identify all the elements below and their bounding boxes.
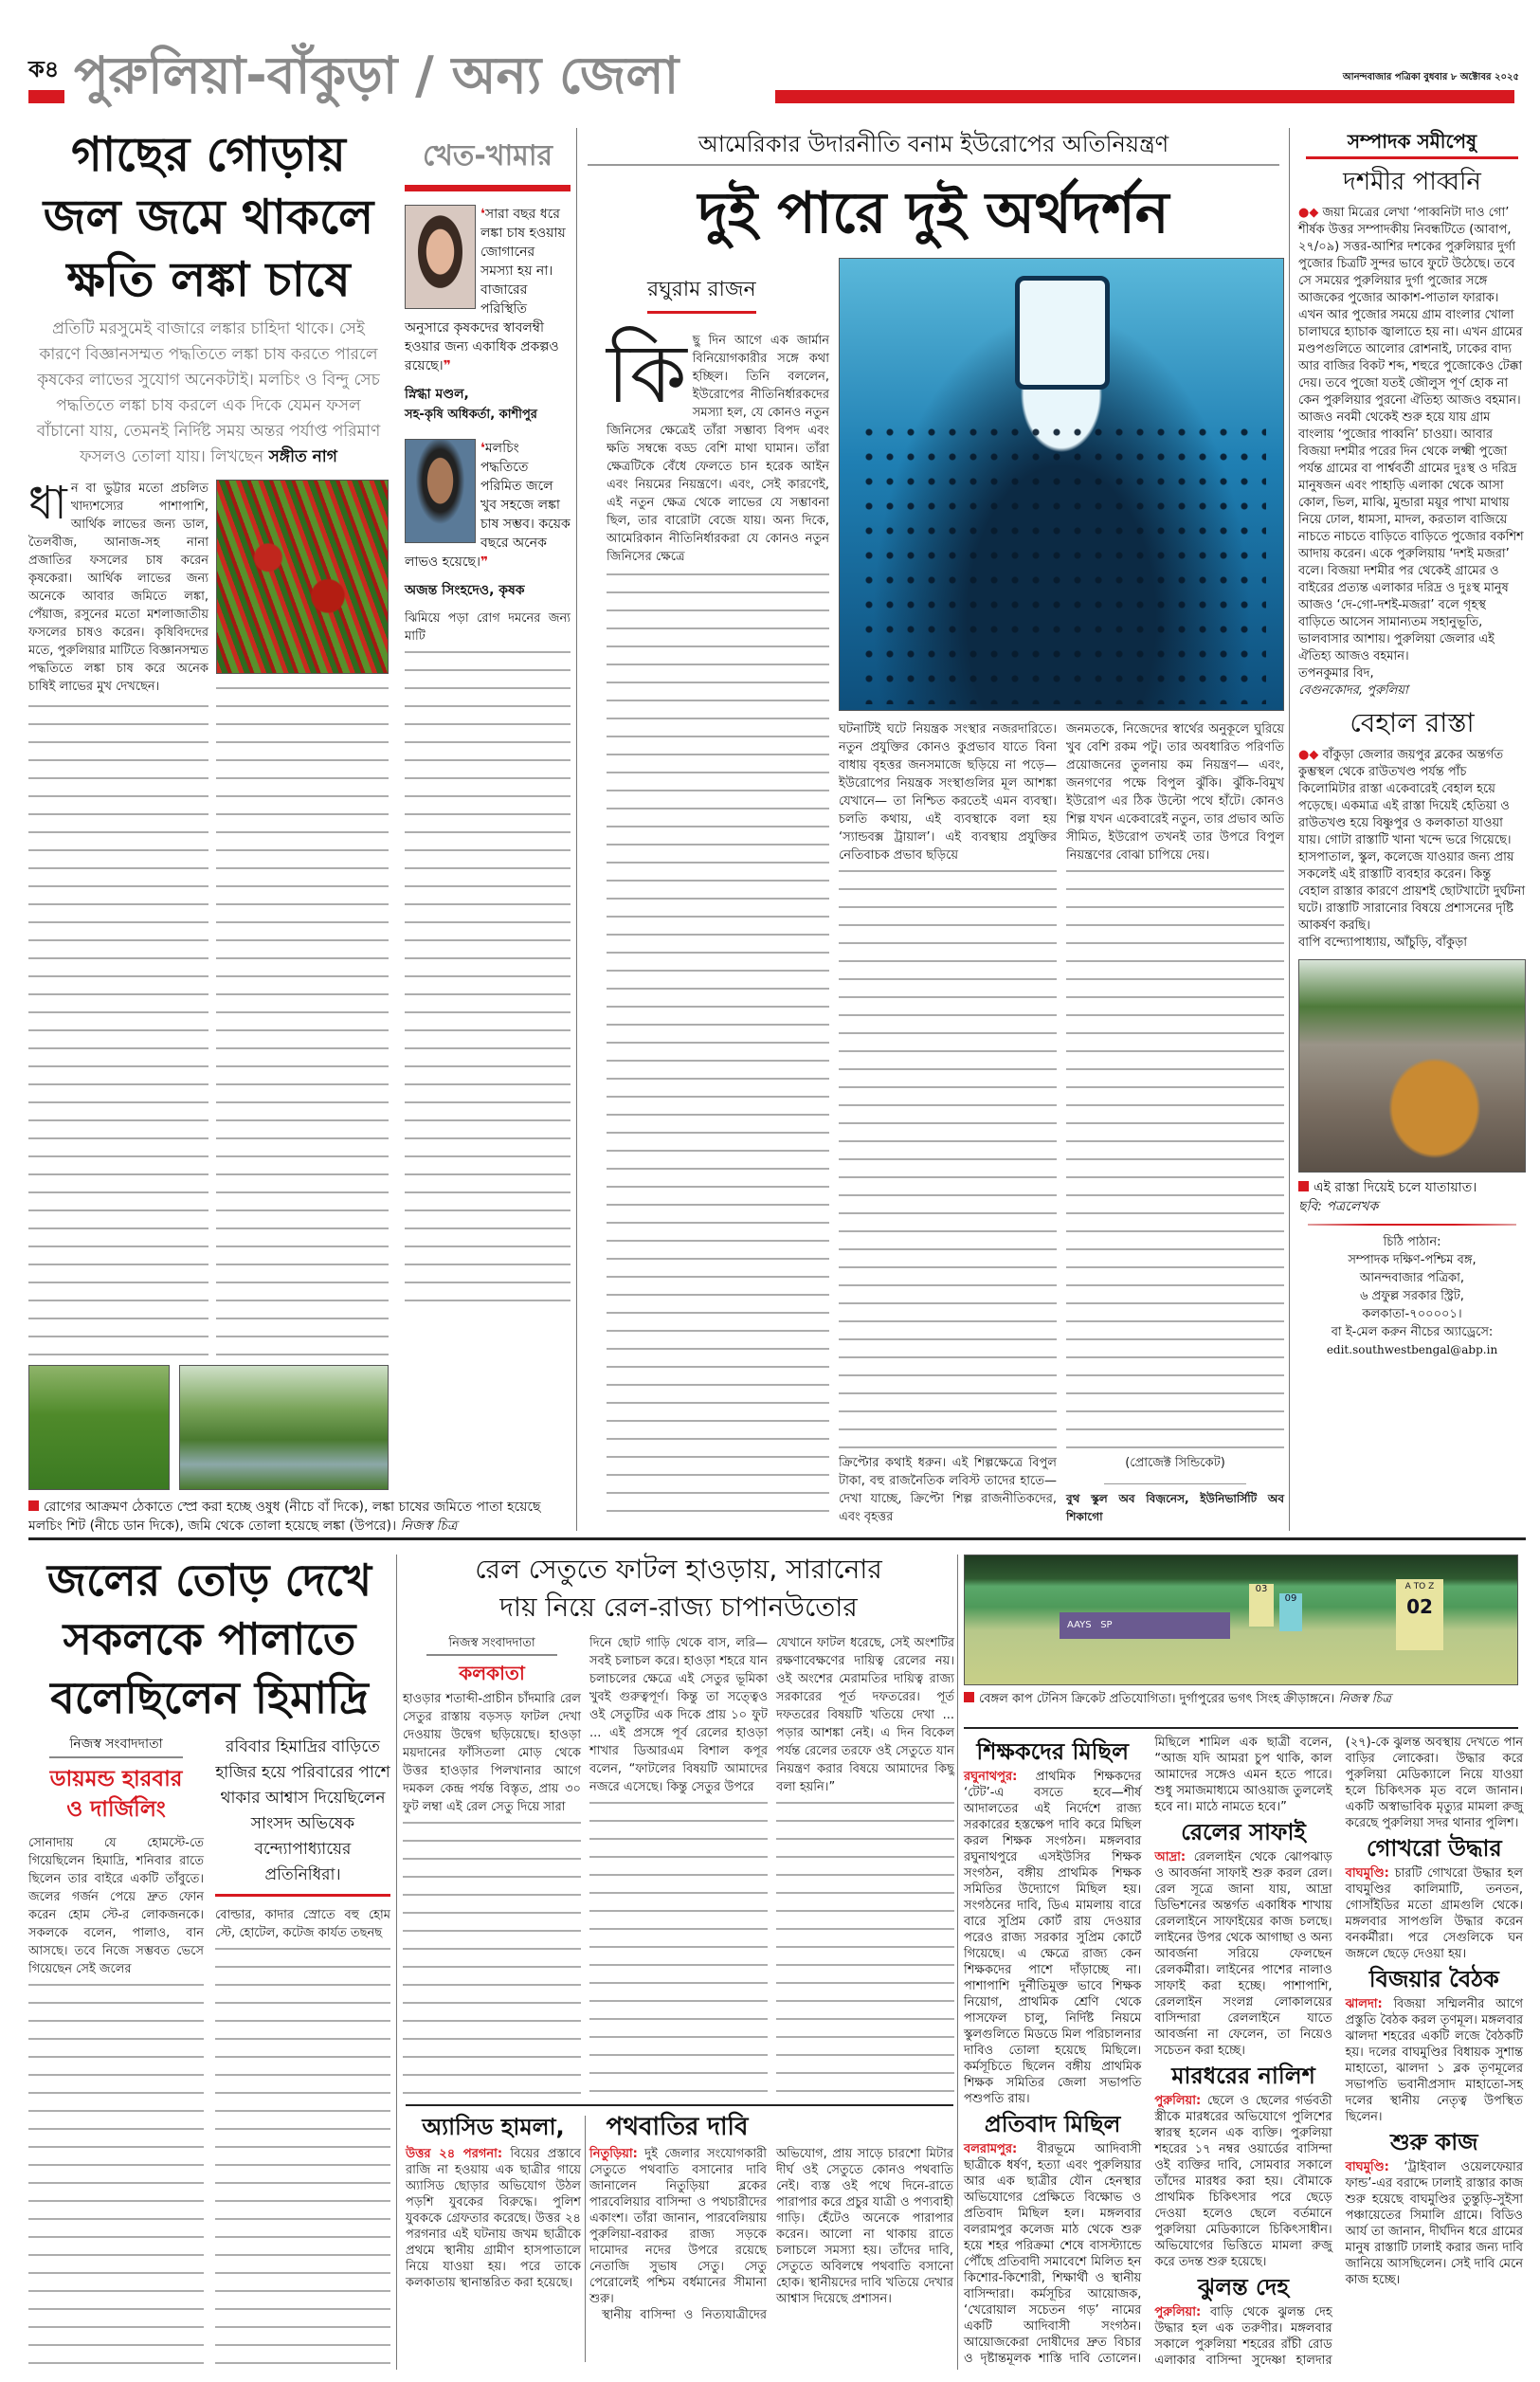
photo-credit: নিজস্ব চিত্র [400, 1518, 458, 1534]
lanka-body [28, 477, 208, 1355]
headline-line: গাছের গোড়ায় [71, 127, 346, 182]
headline-line: জল জমে থাকলে [43, 190, 374, 245]
letter-author: বাপি বন্দ্যোপাধ্যায়, আঁচুড়ি, বাঁকুড়া [1298, 936, 1468, 950]
rail-byline [403, 1634, 581, 1686]
caption-text: রোগের আক্রমণ ঠেকাতে স্প্রে করা হচ্ছে ওষুধ (নীচে বাঁ দিকে), লঙ্কা চাষের জমিতে পাতা হয়েছে মলচিং শিট (নীচে ডান দিকে), জমি থেকে তোলা হয়েছে লঙ্কা (উপরে)। [28, 1500, 541, 1534]
section-divider [28, 1537, 1526, 1540]
letter-text: ●◆ জয়া মিত্রের লেখা ‘পাব্বনিটা দাও গো’ শীর্ষক উত্তর সম্পাদকীয় নিবন্ধটিতে (আবাপ, ২৭/০৯) সত্তর-আশির দশকের পুরুলিয়ার দুর্গা পুজোর চিত্রটি সুন্দর ভাবে ফুটে উঠেছে। তবে সে সময়ের পুরুলিয়ার দুর্গা পুজোর সঙ্গে আজকের পুজোর আকাশ-পাতাল ফারাক। এখন আর পুজোর সময়ে গ্রাম বাংলার খোলা চালাঘরে হ্যাচাক জ্বালাতে হয় না। এখন গ্রামের মণ্ডপগুলিতে আলোর রোশনাই, ঢাকের বাদ্য আর বাজির বিকট শব্দ, শহুরে পুজোকেও টেক্কা দেয়। তবে পুজো যতই জৌলুস পূর্ণ হোক না কেন পুরুলিয়ার পুরনো ঐতিহ্য আজও বহমান। আজও নবমী থেকেই শুরু হয়ে যায় গ্রাম বাংলায় ‘পুজোর পাব্বনি’ চাওয়া। আবার বিজয়া দশমীর পরের দিন থেকে লক্ষ্মী পুজো পর্যন্ত গ্রামের বা পার্শ্ববর্তী গ্রামের দুঃস্থ ও দরিদ্র মানুষজন এবং পাহাড়ি এলাকা থেকে আসা কোল, ভিল, মাঝি, মুন্ডারা ময়ূর পাখা মাথায় নিয়ে ঢোল, ধামসা, মাদল, করতাল বাজিয়ে নাচতে নাচতে বাড়িতে বাড়িতে পুজোর বকশিশ আদায় করেন। একে পুরুলিয়ায় ‘দশই মজরা’ বলে। বিজয়া দশমীর পর থেকেই গ্রামের ও বাইরের প্রত্যন্ত এলাকার দরিদ্র ও দুঃস্থ মানুষ আজও ‘দে-গো-দশই-মজরা’ বলে গৃহস্থ বাড়িতে আসেন সামান্যতম সহানুভূতি, ভালবাসার আশায়। পুরুলিয়া জেলার এই ঐতিহ্য আজও বহমান। [1298, 206, 1524, 664]
lanka-headline [28, 123, 389, 311]
spray-photo [28, 1365, 170, 1490]
brief [1346, 2125, 1523, 2288]
column-rule [396, 1555, 397, 2370]
brief-text: বাড়ি থেকে ঝুলন্ত দেহ উদ্ধার হল এক তরুণীর। মঙ্গলবার সকালে পুরুলিয়া শহরের রাঁচী রোড এলাকার বাসিন্দা সুদেষ্ণা হালদার (২৭)-কে ঝুলন্ত অবস্থায় দেখতে পান বাড়ির লোকেরা। উদ্ধার করে পুরুলিয়া মেডিক্যালে নিয়ে যাওয়া হলে চিকিৎসক মৃত বলে জানান। একটি অস্বাভাবিক মৃত্যুর মামলা রুজু করেছে পুরুলিয়া সদর থানার পুলিশ। [1154, 1736, 1523, 2368]
lanka-right-col [216, 480, 389, 1355]
quote-body: মলচিং পদ্ধতিতে পরিমিত জলে খুব সহজে লঙ্কা চাষ সম্ভব। কয়েক বছরে অনেক লাভও হয়েছে। [405, 441, 571, 570]
brief-text: স্থানীয় বাসিন্দা ও নিত্যযাত্রীদের অভিযোগ, প্রায় সাড়ে চারশো মিটার দীর্ঘ ওই সেতুতে কোনও পথবাতি নেই। ব্যস্ত ওই পথে দিনে-রাতে পারাপার করে প্রচুর যাত্রী ও পণ্যবাহী গাড়ি। হেঁটেও অনেকে পারাপার করেন। আলো না থাকায় রাতে চলাচলে সমস্যা হয়। তাঁদের দাবি, সেতুতে অবিলম্বে পথবাতি বসানো হোক। স্থানীয়দের দাবি খতিয়ে দেখার আশ্বাস দিয়েছে প্রশাসন। [602, 2147, 953, 2322]
body-text: বোল্ডার, কাদার স্রোতে বহু হোম স্টে, হোটেল, কটেজ কার্যত তছনছ [215, 1908, 390, 1940]
rajan-col-3 [1066, 720, 1284, 1526]
brief-headline: প্রতিবাদ মিছিল [984, 2111, 1121, 2137]
khet-quote-2 [405, 439, 571, 602]
lanka-intro [32, 317, 385, 470]
khet-quote-1 [405, 205, 571, 426]
address-line: সম্পাদক দক্ষিণ-পশ্চিম বঙ্গ, [1348, 1253, 1477, 1267]
brief-headline: বিজয়ার বৈঠক [1368, 1966, 1499, 1992]
letter-text: ●◆ বাঁকুড়া জেলার জয়পুর ব্লকের অন্তর্গত কুম্ভস্থল থেকে রাউতখণ্ড পর্যন্ত পাঁচ কিলোমিটার রাস্তা একেবারেই বেহাল হয়ে পড়েছে। একমাত্র এই রাস্তা দিয়েই হেতিয়া ও রাউতখণ্ড হয়ে বিষ্ণুপুর ও কলকাতা যাওয়া যায়। গোটা রাস্তাটি খানা খন্দে ভরে গিয়েছে। হাসপাতাল, স্কুল, কলেজে যাওয়ার জন্য প্রায় সকলেই এই রাস্তাটি ব্যবহার করেন। কিন্তু বেহাল রাস্তার কারণে প্রায়শই ছোটখাটো দুর্ঘটনা ঘটে। রাস্তাটি সারানোর বিষয়ে প্রশাসনের দৃষ্টি আকর্ষণ করছি। [1298, 748, 1526, 933]
quote-role: সহ-কৃষি অধিকর্তা, কাশীপুর [405, 408, 537, 422]
brief-place: বাঘমুণ্ডি: [1345, 1866, 1389, 1881]
lanka-photos [28, 1365, 389, 1490]
paper-name: আনন্দবাজার পত্রিকা [1342, 72, 1421, 82]
himadri-col-2 [215, 1735, 390, 2375]
quote-text: ❛মলচিং পদ্ধতিতে পরিমিত জলে খুব সহজে লঙ্কা চাষ সম্ভব। কয়েক বছরে অনেক লাভও হয়েছে।❞ [405, 441, 571, 570]
brief-place: নিতুড়িয়া: [589, 2147, 638, 2161]
section-divider [406, 2104, 953, 2106]
crowd-illustration [839, 258, 1284, 711]
text-lines [589, 1796, 768, 2099]
body-text: ঘটনাটিই ঘটে নিয়ন্ত্রক সংস্থার নজরদারিতে। নতুন প্রযুক্তির কোনও কুপ্রভাব যাতে বিনা বাধায় বৃহত্তর জনসমাজে ছড়িয়ে না পড়ে— ইউরোপের নিয়ন্ত্রক সংস্থাগুলির মূল আশঙ্কা যেখানে— তা নিশ্চিত করতেই এমন ব্যবস্থা। চলতি কথায়, এই ব্যবস্থাকে বলা হয় ‘স্যান্ডবক্স ট্রায়াল’। এই ব্যবস্থায় প্রযুক্তির নেতিবাচক প্রভাব ছড়িয়ে [839, 722, 1057, 863]
reporter: নিজস্ব সংবাদদাতা [426, 1634, 557, 1656]
jersey-number: 02 [1406, 1595, 1433, 1618]
address-line: আনন্দবাজার পত্রিকা, [1359, 1271, 1465, 1285]
column-rule [576, 128, 577, 1531]
road-photo [1298, 959, 1526, 1173]
letter-headline: দশমীর পাব্বনি [1343, 168, 1481, 196]
send-title: চিঠি পাঠান: [1383, 1235, 1441, 1249]
body-text: ক্রিপ্টোর কথাই ধরুন। এই শিল্পক্ষেত্রে বিপুল টাকা, বহু রাজনৈতিক লবিস্ট তাদের হাতে— দেখা যাচ্ছে, ক্রিপ্টো শিল্প রাজনীতিকদের, এবং বৃহত্তর [839, 1456, 1057, 1524]
text-lines [405, 646, 571, 1318]
header-bar-right [775, 90, 1514, 103]
body-text: ছু দিন আগে এক জার্মান বিনিয়োগকারীর সঙ্গে কথা হচ্ছিল। তিনি বললেন, ইউরোপের নীতিনির্ধারকদের সমস্যা হল, যে কোনও নতুন জিনিসের ক্ষেত্রেই তাঁরা সম্ভাব্য বিপদ এবং ক্ষতি সম্বন্ধে বড্ড বেশি মাথা ঘামান। তাঁরা ক্ষেত্রটিকে বেঁধে ফেলতে চান হরেক আইন এবং নিয়মের নিয়ন্ত্রণে। এবং, সেই কারণেই, এই নতুন ক্ষেত্র থেকে লাভের যে সম্ভাবনা ছিল, তার বারোটা বেজে যায়। অন্য দিকে, আমেরিকান নীতিনির্ধারকরা যে কোনও নতুন জিনিসের ক্ষেত্রে [607, 334, 829, 564]
text-lines [607, 568, 829, 1526]
headline-line: ক্ষতি লঙ্কা চাষে [66, 252, 351, 307]
player-jersey [1249, 1584, 1274, 1627]
brief-place: আদ্রা: [1154, 1850, 1187, 1864]
brief-place: পুরুলিয়া: [1154, 2094, 1202, 2108]
intro-text: প্রতিটি মরসুমেই বাজারে লঙ্কার চাহিদা থাকে। সেই কারণে বিজ্ঞানসম্মত পদ্ধতিতে লঙ্কা চাষ করতে পারলে কৃষকের লাভের সুযোগ অনেকটাই। মলচিং ও বিন্দু সেচ পদ্ধতিতে লঙ্কা চাষ করলে এক দিকে যেমন ফসল বাঁচানো যায়, তেমনই নির্দিষ্ট সময় অন্তর পর্যাপ্ত পরিমাণ ফসলও তোলা যায়। লিখছেন [36, 319, 381, 466]
body-text: ন বা ভুট্টার মতো প্রচলিত খাদ্যশস্যের পাশাপাশি, আর্থিক লাভের জন্য ডাল, তৈলবীজ, আনাজ-সহ নানা প্রজাতির ফসলের চাষ করেন কৃষকেরা। আর্থিক লাভের জন্য অনেকে আবার জমিতে লঙ্কা, পেঁয়াজ, রসুনের মতো মশলাজাতীয় ফসলের চাষও করেন। কৃষিবিদদের মতে, পুরুলিয়ার মাটিতে বিজ্ঞানসম্মত পদ্ধতিতে লঙ্কা চাষ করে অনেক চাষিই লাভের মুখ দেখছেন। [28, 482, 208, 694]
author-note: বুথ স্কুল অব বিজ়নেস, ইউনিভার্সিটি অব শিকাগো [1066, 1492, 1284, 1523]
himadri-story [28, 1551, 390, 2375]
lanka-columns [28, 477, 389, 1355]
brief-headline: গোখরো উদ্ধার [1366, 1835, 1502, 1862]
drop-cap: কি [607, 327, 687, 422]
text-lines [776, 1796, 954, 2099]
mulching-photo [179, 1365, 389, 1490]
header-bar-left [28, 90, 64, 103]
cricket-photo [964, 1555, 1518, 1685]
rajan-kicker: আমেরিকার উদারনীতি বনাম ইউরোপের অতিনিয়ন্ত্রণ [588, 128, 1279, 166]
section-title: পুরুলিয়া-বাঁকুড়া / অন্য জেলা [74, 45, 679, 105]
rail-col-3 [776, 1634, 954, 2099]
headline-line: জলের তোড় দেখে [46, 1555, 372, 1606]
himadri-columns [28, 1735, 390, 2375]
brief-headline: রেলের সাফাই [1181, 1819, 1306, 1846]
brief-text: প্রাথমিক শিক্ষকদের ‘টেট’-এ বসতে হবে—শীর্ষ আদালতের এই নির্দেশে রাজ্য সরকারের হস্তক্ষেপ দাবি করে মিছিল করল শিক্ষক সংগঠন। মঙ্গলবার রঘুনাথপুরে এসইউসির শিক্ষক সংগঠন, বঙ্গীয় প্রাথমিক শিক্ষক সমিতির উদ্যোগে মিছিল হয়। সংগঠনের দাবি, ডিএ মামলায় বারে বারে সুপ্রিম কোর্ট রায় দেওয়ার পরেও রাজ্য সরকার সুপ্রিম কোর্টে গিয়েছে। এ ক্ষেত্রে রাজ্য কেন শিক্ষকদের পাশে দাঁড়াচ্ছে না। পাশাপাশি দুর্নীতিমুক্ত ভাবে শিক্ষক নিয়োগ, প্রাথমিক শ্রেণি থেকে পাসফেল চালু, নির্দিষ্ট নিয়মে স্কুলগুলিতে মিডডে মিল পরিচালনার দাবিও তোলা হয়েছে মিছিলে। কর্মসূচিতে ছিলেন বঙ্গীয় প্রাথমিক শিক্ষক সমিতির জেলা সভাপতি পশুপতি রায়। [964, 1770, 1142, 2106]
body-text: দিনে ছোট গাড়ি থেকে বাস, লরি— সবই চলাচল করে। হাওড়া শহরে যান চলাচলের ক্ষেত্রে এই সেতুর ভূমিকা খুবই গুরুত্বপূর্ণ। কিন্তু তা সত্ত্বেও ওই সেতুটির এক দিকে প্রায় ১০ ফুট ... এই প্রসঙ্গে পূর্ব রেলের হাওড়া শাখার ডিআরএম বিশাল কপূর বলেন, “ফাটলের বিষয়টি আমাদের নজরে এসেছে। কিন্তু সেতুর উপরে [589, 1636, 768, 1794]
player-jersey [1396, 1579, 1443, 1650]
rajan-byline: রঘুরাম রাজন [647, 273, 756, 314]
address-line: ৬ প্রফুল্ল সরকার স্ট্রিট, [1360, 1289, 1464, 1303]
text-lines [28, 700, 208, 1355]
column-rule [957, 1555, 958, 2370]
crowd-silhouettes [859, 420, 1266, 704]
address-line: কলকাতা-৭০০০০১। [1362, 1307, 1462, 1321]
brief-place: ঝালদা: [1345, 1997, 1383, 2011]
rail-col-2 [589, 1634, 768, 2099]
briefs-right [964, 1735, 1523, 2377]
body-text: সোনাদায় যে হোমস্টে-তে গিয়েছিলেন হিমাদ্রি, শনিবার রাতে ছিলেন তার বাইরে একটি তাঁবুতে। জলের গর্জন পেয়ে দ্রুত ফোন করেন হোম স্টে-র লোকজনকে। সকলকে বলেন, পালাও, বান আসছে। তবে নিজে সম্ভবত ভেসে গিয়েছেন সেই জলের [28, 1836, 204, 1976]
brief [1346, 1831, 1523, 1962]
brief-text: ছেলে ও ছেলের গর্ভবতী স্ত্রীকে মারধরের অভিযোগে পুলিশের স্বারস্থ হলেন এক ব্যক্তি। পুরুলিয়া শহরের ১৭ নম্বর ওয়ার্ডের বাসিন্দা ওই ব্যক্তির দাবি, সোমবার সকালে তাঁদের মারধর করা হয়। বৌমাকে প্রাথমিক চিকিৎসার পরে ছেড়ে দেওয়া হলেও ছেলে বর্তমানে পুরুলিয়া মেডিক্যালে চিকিৎসাধীন। অভিযোগের ভিত্তিতে মামলা রুজু করে তদন্ত শুরু হয়েছে। [1154, 2094, 1332, 2269]
brief-text: বিয়ের প্রস্তাবে রাজি না হওয়ায় এক ছাত্রীর গায়ে অ্যাসিড ছোড়ার অভিযোগ উঠল পড়শি যুবকের বিরুদ্ধে। পুলিশ যুবককে গ্রেফতার করেছে। উত্তর ২৪ পরগনার এই ঘটনায় জখম ছাত্রীকে প্রথমে স্থানীয় গ্রামীণ হাসপাতালে নিয়ে যাওয়া হয়। পরে তাকে কলকাতায় স্থানান্তরিত করা হয়েছে। [406, 2147, 581, 2290]
drop-cap: ধা [28, 477, 67, 530]
brief-text: ‘ট্রাইবাল ওয়েলফেয়ার ফান্ড’-এর বরাদ্দে ঢালাই রাস্তার কাজ শুরু হয়েছে বাঘমুণ্ডির তুন্তুড়ি-সুইসা পঞ্চায়েতের সিমালি গ্রামে। বিডিও আর্য তা জানান, দীর্ঘদিন ধরে গ্রামের মানুষ রাস্তাটি ঢালাই করার জন্য দাবি জানিয়ে আসছিলেন। সেই দাবি মেনে কাজ হচ্ছে। [1345, 2160, 1523, 2287]
letters-section [1298, 128, 1526, 1531]
quote-text: ❛সারা বছর ধরে লঙ্কা চাষ হওয়ায় জোগানের সমস্যা হয় না। বাজারের পরিস্থিতি অনুসারে কৃষকদের স্বাবলম্বী হওয়ার জন্য একাধিক প্রকল্পও রয়েছে।❞ [405, 207, 566, 373]
brief-text: বিজয়া সম্মিলনীর আগে প্রস্তুতি বৈঠক করল তৃণমূল। মঙ্গলবার ঝালদা শহরের একটি লজে বৈঠকটি হয়। দলের বাঘমুণ্ডির বিধায়ক সুশান্ত মাহাতো, ঝালদা ১ ব্লক তৃণমূলের সভাপতি ভবানীপ্রসাদ মাহাতো-সহ দলের স্থানীয় নেতৃত্ব উপস্থিত ছিলেন। [1345, 1997, 1523, 2124]
phone-screen [1015, 276, 1110, 390]
body-text: জনমতকে, নিজেদের স্বার্থের অনুকূলে ঘুরিয়ে খুব বেশি রকম পটু। তার অবধারিত পরিণতি প্রয়োজনের তুলনায় কম নিয়ন্ত্রণ— এবং, জনগণের পক্ষে বিপুল ঝুঁকি। ঝুঁকি-বিমুখ ইউরোপ এর ঠিক উল্টো পথে হাঁটে। কোনও শিল্প যখন একেবারেই নতুন, তার প্রভাব অতি সীমিত, ইউরোপ তখনই তার উপরে বিপুল নিয়ন্ত্রণের বোঝা চাপিয়ে দেয়। [1066, 722, 1284, 863]
dateline-place [28, 1764, 204, 1825]
caption-marker [1298, 1181, 1309, 1191]
headline-line: দায় নিয়ে রেল-রাজ্য চাপানউতোর [499, 1591, 858, 1623]
brief-headline: মারধরের নালিশ [1171, 2063, 1315, 2089]
text-lines [28, 1978, 204, 2375]
rajan-headline: দুই পারে দুই অর্থদর্শন [698, 180, 1169, 246]
reporter: নিজস্ব সংবাদদাতা [49, 1735, 183, 1758]
khet-bar [405, 185, 571, 191]
letter-place: বেগুনকোদর, পুরুলিয়া [1298, 683, 1408, 698]
letter-author: তপনকুমার বিদ, [1298, 666, 1374, 681]
text-lines [403, 1816, 581, 2099]
text-lines [216, 682, 389, 1355]
letter-headline: বেহাল রাস্তা [1350, 707, 1475, 738]
caption-marker [28, 1500, 39, 1511]
rail-story [403, 1551, 954, 2099]
brief-place: পুরুলিয়া: [1154, 2305, 1202, 2319]
rajan-col-2 [839, 720, 1057, 1526]
rail-headline [403, 1551, 954, 1627]
player-jersey [1279, 1593, 1302, 1631]
brief-text: বীরভূমে আদিবাসী ছাত্রীকে ধর্ষণ, হত্যা এবং পুরুলিয়ার আর এক ছাত্রীর যৌন হেনস্থার অভিযোগের প্রেক্ষিতে বিক্ষোভ ও প্রতিবাদ মিছিল হল। মঙ্গলবার বলরামপুর কলেজ মাঠ থেকে শুরু হয়ে শহর পরিক্রমা শেষে বাসস্ট্যান্ডে পৌঁছে প্রতিবাদী সমাবেশে মিলিত হন কিশোর-কিশোরী, শিক্ষার্থী ও স্থানীয় বাসিন্দারা। কর্মসূচির আয়োজক, ‘খেরোয়াল সচেতন গড়’ নামের একটি আদিবাসী সংগঠন। আয়োজকেরা দোষীদের দ্রুত বিচার ও দৃষ্টান্তমূলক শাস্তি দাবি তোলেন। মিছিলে শামিল এক ছাত্রী বলেন, “আজ যদি আমরা চুপ থাকি, কাল আমাদের সঙ্গেও এমন হতে পারে। শুধু সমাজমাধ্যমে আওয়াজ তুললেই হবে না। মাঠে নামতে হবে।” [964, 1736, 1332, 2366]
issue-date: বুধবার ৮ অক্টোবর ২০২৫ [1423, 72, 1519, 82]
road-caption [1298, 1178, 1526, 1216]
dateline-place: কলকাতা [459, 1662, 525, 1684]
email-link[interactable]: edit.southwestbengal@abp.in [1326, 1343, 1498, 1356]
headline-line: রেল সেতুতে ফাটল হাওড়ায়, সারানোর [475, 1554, 882, 1585]
brief-place: বলরামপুর: [964, 2142, 1018, 2156]
letters-title: সম্পাদক সমীপেষু [1306, 128, 1518, 159]
body-text: হাওড়ার শতাব্দী-প্রাচীন চাঁদমারি রেল সেতুর রাস্তায় বড়সড় ফাটল দেখা দেওয়ায় উদ্বেগ ছড়িয়েছে। হাওড়া ময়দানের ফাঁসিতলা মোড় থেকে উত্তর হাওড়ার পিলখানার আগে দমকল কেন্দ্র পর্যন্ত বিস্তৃত, প্রায় ৩০ ফুট লম্বা এই রেল সেতু দিয়ে সারা [403, 1692, 581, 1814]
syndicate-credit: (প্রোজেক্ট সিন্ডিকেট) [1125, 1456, 1225, 1470]
board-text: SP [1100, 1620, 1113, 1630]
himadri-byline [28, 1735, 204, 1825]
brief-text: রেললাইন থেকে ঝোপঝাড় ও আবর্জনা সাফাই শুরু করল রেল। রেল সূত্রে জানা যায়, আদ্রা ডিভিশনের অন্তর্গত একাধিক শাখায় রেললাইনে সাফাইয়ের কাজ চলছে। লাইনের উপর থেকে আগাছা ও অন্য আবর্জনা সরিয়ে ফেলছেন রেলকর্মীরা। লাইনের পাশের নালাও সাফাই করা হচ্ছে। পাশাপাশি, রেললাইন সংলগ্ন লোকালয়ের বাসিন্দারা রেললাইনে যাতে আবর্জনা না ফেলেন, তা নিয়েও সচেতন করা হচ্ছে। [1154, 1850, 1332, 2058]
rail-col-1 [403, 1634, 581, 2099]
khet-body-text: ঝিমিয়ে পড়া রোগ দমনের জন্য মাটি [405, 611, 571, 644]
address-line: বা ই-মেল করুন নীচের অ্যাড্রেসে: [1331, 1325, 1494, 1339]
portrait-photo [405, 205, 476, 309]
khet-section [405, 133, 571, 1318]
brief-headline: ঝুলন্ত দেহ [1198, 2274, 1289, 2300]
portrait-photo [405, 439, 476, 543]
letter-body: জয়া মিত্রের লেখা ‘পাব্বনিটা দাও গো’ শীর্ষক উত্তর সম্পাদকীয় নিবন্ধটিতে (আবাপ, ২৭/০৯) সত্তর-আশির দশকের পুরুলিয়ার দুর্গা পুজোর চিত্রটি সুন্দর ভাবে ফুটে উঠেছে। তবে সে সময়ের পুরুলিয়ার দুর্গা পুজোর সঙ্গে আজকের পুজোর আকাশ-পাতাল ফারাক। এখন আর পুজোর সময়ে গ্রাম বাংলার খোলা চালাঘরে হ্যাচাক জ্বালাতে হয় না। এখন গ্রামের মণ্ডপগুলিতে আলোর রোশনাই, ঢাকের বাদ্য আর বাজির বিকট শব্দ, শহুরে পুজোকেও টেক্কা দেয়। তবে পুজো যতই জৌলুস পূর্ণ হোক না কেন পুরুলিয়ার পুরনো ঐতিহ্য আজও বহমান। আজও নবমী থেকেই শুরু হয়ে যায় গ্রাম বাংলায় ‘পুজোর পাব্বনি’ চাওয়া। আবার বিজয়া দশমীর পরের দিন থেকে লক্ষ্মী পুজো পর্যন্ত গ্রামের বা পার্শ্ববর্তী গ্রামের দুঃস্থ ও দরিদ্র মানুষজন এবং পাহাড়ি এলাকা থেকে আসা কোল, ভিল, মাঝি, মুন্ডারা ময়ূর পাখা মাথায় নিয়ে ঢোল, ধামসা, মাদল, করতাল বাজিয়ে নাচতে নাচতে বাড়িতে বাড়িতে পুজোর বকশিশ আদায় করেন। একে পুরুলিয়ায় ‘দশই মজরা’ বলে। বিজয়া দশমীর পর থেকেই গ্রামের ও বাইরের প্রত্যন্ত এলাকার দরিদ্র ও দুঃস্থ মানুষ আজও ‘দে-গো-দশই-মজরা’ বলে গৃহস্থ বাড়িতে আসেন সামান্যতম সহানুভূতি, ভালবাসার আশায়। পুরুলিয়া জেলার এই ঐতিহ্য আজও বহমান। [1298, 206, 1524, 664]
column-rule [585, 2116, 586, 2362]
jersey-number: 09 [1284, 1593, 1297, 1604]
send-letters [1298, 1233, 1526, 1359]
himadri-col-1 [28, 1735, 204, 2375]
photo-credit: নিজস্ব চিত্র [1338, 1692, 1391, 1706]
letter-body: বাঁকুড়া জেলার জয়পুর ব্লকের অন্তর্গত কুম্ভস্থল থেকে রাউতখণ্ড পর্যন্ত পাঁচ কিলোমিটার রাস্তা একেবারেই বেহাল হয়ে পড়েছে। একমাত্র এই রাস্তা দিয়েই হেতিয়া ও রাউতখণ্ড হয়ে বিষ্ণুপুর ও কলকাতা যাওয়া যায়। গোটা রাস্তাটি খানা খন্দে ভরে গিয়েছে। হাসপাতাল, স্কুল, কলেজে যাওয়ার জন্য প্রায় সকলেই এই রাস্তাটি ব্যবহার করেন। কিন্তু বেহাল রাস্তার কারণে প্রায়শই ছোটখাটো দুর্ঘটনা ঘটে। রাস্তাটি সারানোর বিষয়ে প্রশাসনের দৃষ্টি আকর্ষণ করছি। [1298, 748, 1526, 933]
chilli-photo [216, 480, 389, 674]
jersey-number: 03 [1255, 1584, 1268, 1594]
boundary-board [1060, 1612, 1230, 1639]
rajan-col-1 [607, 327, 829, 1526]
headline-line: বলেছিলেন হিমাদ্রি [50, 1672, 369, 1723]
quote-name: অজন্ত সিংহদেও, কৃষক [405, 583, 525, 598]
brief [1154, 1815, 1332, 2059]
column-rule [1289, 128, 1290, 1531]
quote-name: স্নিগ্ধা মণ্ডল, [405, 387, 469, 402]
text-lines [1066, 864, 1284, 1454]
himadri-pullquote: রবিবার হিমাদ্রির বাড়িতে হাজির হয়ে পরিবারের পাশে থাকার আশ্বাস দিয়েছিলেন সাংসদ অভিষেক বন্দ্যোপাধ্যায়ের প্রতিনিধিরা। [215, 1735, 390, 1897]
brief-headline: পথবাতির দাবি [606, 2113, 749, 2141]
brief-streetlight [589, 2112, 953, 2323]
text-lines [839, 864, 1057, 1454]
photo-credit: ছবি: পত্রলেখক [1298, 1199, 1379, 1214]
brief [1346, 1962, 1523, 2125]
cricket-caption [964, 1691, 1518, 1708]
brief-headline: অ্যাসিড হামলা, [422, 2114, 565, 2140]
dateline [1343, 70, 1519, 86]
brief-acid [406, 2112, 581, 2291]
page-number: ক৪ [28, 56, 60, 82]
brief [1154, 2059, 1332, 2270]
brief-place: রঘুনাথপুর: [964, 1770, 1018, 1784]
headline-line: সকলকে পালাতে [63, 1613, 356, 1664]
lanka-caption [28, 1498, 578, 1536]
himadri-headline [28, 1551, 390, 1727]
body-text: যেখানে ফাটল ধরেছে, সেই অংশটির রক্ষণাবেক্ষণের দায়িত্ব রেলের নয়। ওই অংশের মেরামতির দায়িত্ব রাজ্য সরকারের পূর্ত দফতরের। পূর্ত দফতরের বিষয়টি খতিয়ে দেখা ... পড়ার আশঙ্কা নেই। এ দিন বিকেল পর্যন্ত রেলের তরফে ওই সেতুতে যান নিয়ন্ত্রণ করার বিষয়ে আমাদের কিছু বলা হয়নি।” [776, 1636, 954, 1794]
caption-text: বেঙ্গল কাপ টেনিস ক্রিকেট প্রতিযোগিতা। দুর্গাপুরের ভগৎ সিংহ ক্রীড়াঙ্গনে। [979, 1692, 1335, 1706]
caption-text: এই রাস্তা দিয়েই চলে যাতায়াত। [1314, 1180, 1477, 1195]
brief-place: উত্তর ২৪ পরগনা: [406, 2147, 503, 2161]
jersey-team: A TO Z [1404, 1582, 1435, 1591]
dateline-line: ও দার্জিলিং [66, 1797, 166, 1822]
brief-text: দুই জেলার সংযোগকারী সেতুতে পথবাতি বসানোর দাবি জানালেন নিতুড়িয়া ব্লকের পারবেলিয়ার বাসিন্দা ও পথচারীদের একাংশ। তাঁরা জানান, পারবেলিয়ায় পুরুলিয়া-বরাকর রাজ্য সড়কে দামোদর নদের উপরে রয়েছে নেতাজি সুভাষ সেতু। সেতু পেরোলেই পশ্চিম বর্ধমানের সীমানা শুরু। [589, 2147, 767, 2306]
body-paragraph [607, 327, 829, 566]
body-paragraph [28, 477, 208, 696]
quote-body: সারা বছর ধরে লঙ্কা চাষ হওয়ায় জোগানের সমস্যা হয় না। বাজারের পরিস্থিতি অনুসারে কৃষকদের স্বাবলম্বী হওয়ার জন্য একাধিক প্রকল্পও রয়েছে। [405, 207, 566, 373]
caption-marker [964, 1692, 974, 1702]
brief-headline: শুরু কাজ [1389, 2129, 1478, 2155]
board-text: AAYS [1067, 1620, 1092, 1630]
author: সঙ্গীত নাগ [268, 447, 337, 466]
brief-text: চারটি গোখরো উদ্ধার হল বাঘমুণ্ডির কালিমাটি, তনতন, গোসাঁইডির মতো গ্রামগুলি থেকে। মঙ্গলবার সাপগুলি উদ্ধার করেন বনকর্মীরা। পরে সেগুলিকে ঘন জঙ্গলে ছেড়ে দেওয়া হয়। [1345, 1866, 1523, 1961]
brief [964, 1735, 1141, 2107]
rail-columns [403, 1634, 954, 2099]
brief-place: বাঘমুণ্ডি: [1345, 2160, 1389, 2174]
brief-headline: শিক্ষকদের মিছিল [976, 1738, 1129, 1765]
khet-title: খেত-খামার [422, 139, 553, 173]
dateline-line: ডায়মন্ড হারবার [49, 1767, 183, 1791]
section-divider [964, 1727, 1518, 1729]
text-lines [215, 1942, 390, 2375]
